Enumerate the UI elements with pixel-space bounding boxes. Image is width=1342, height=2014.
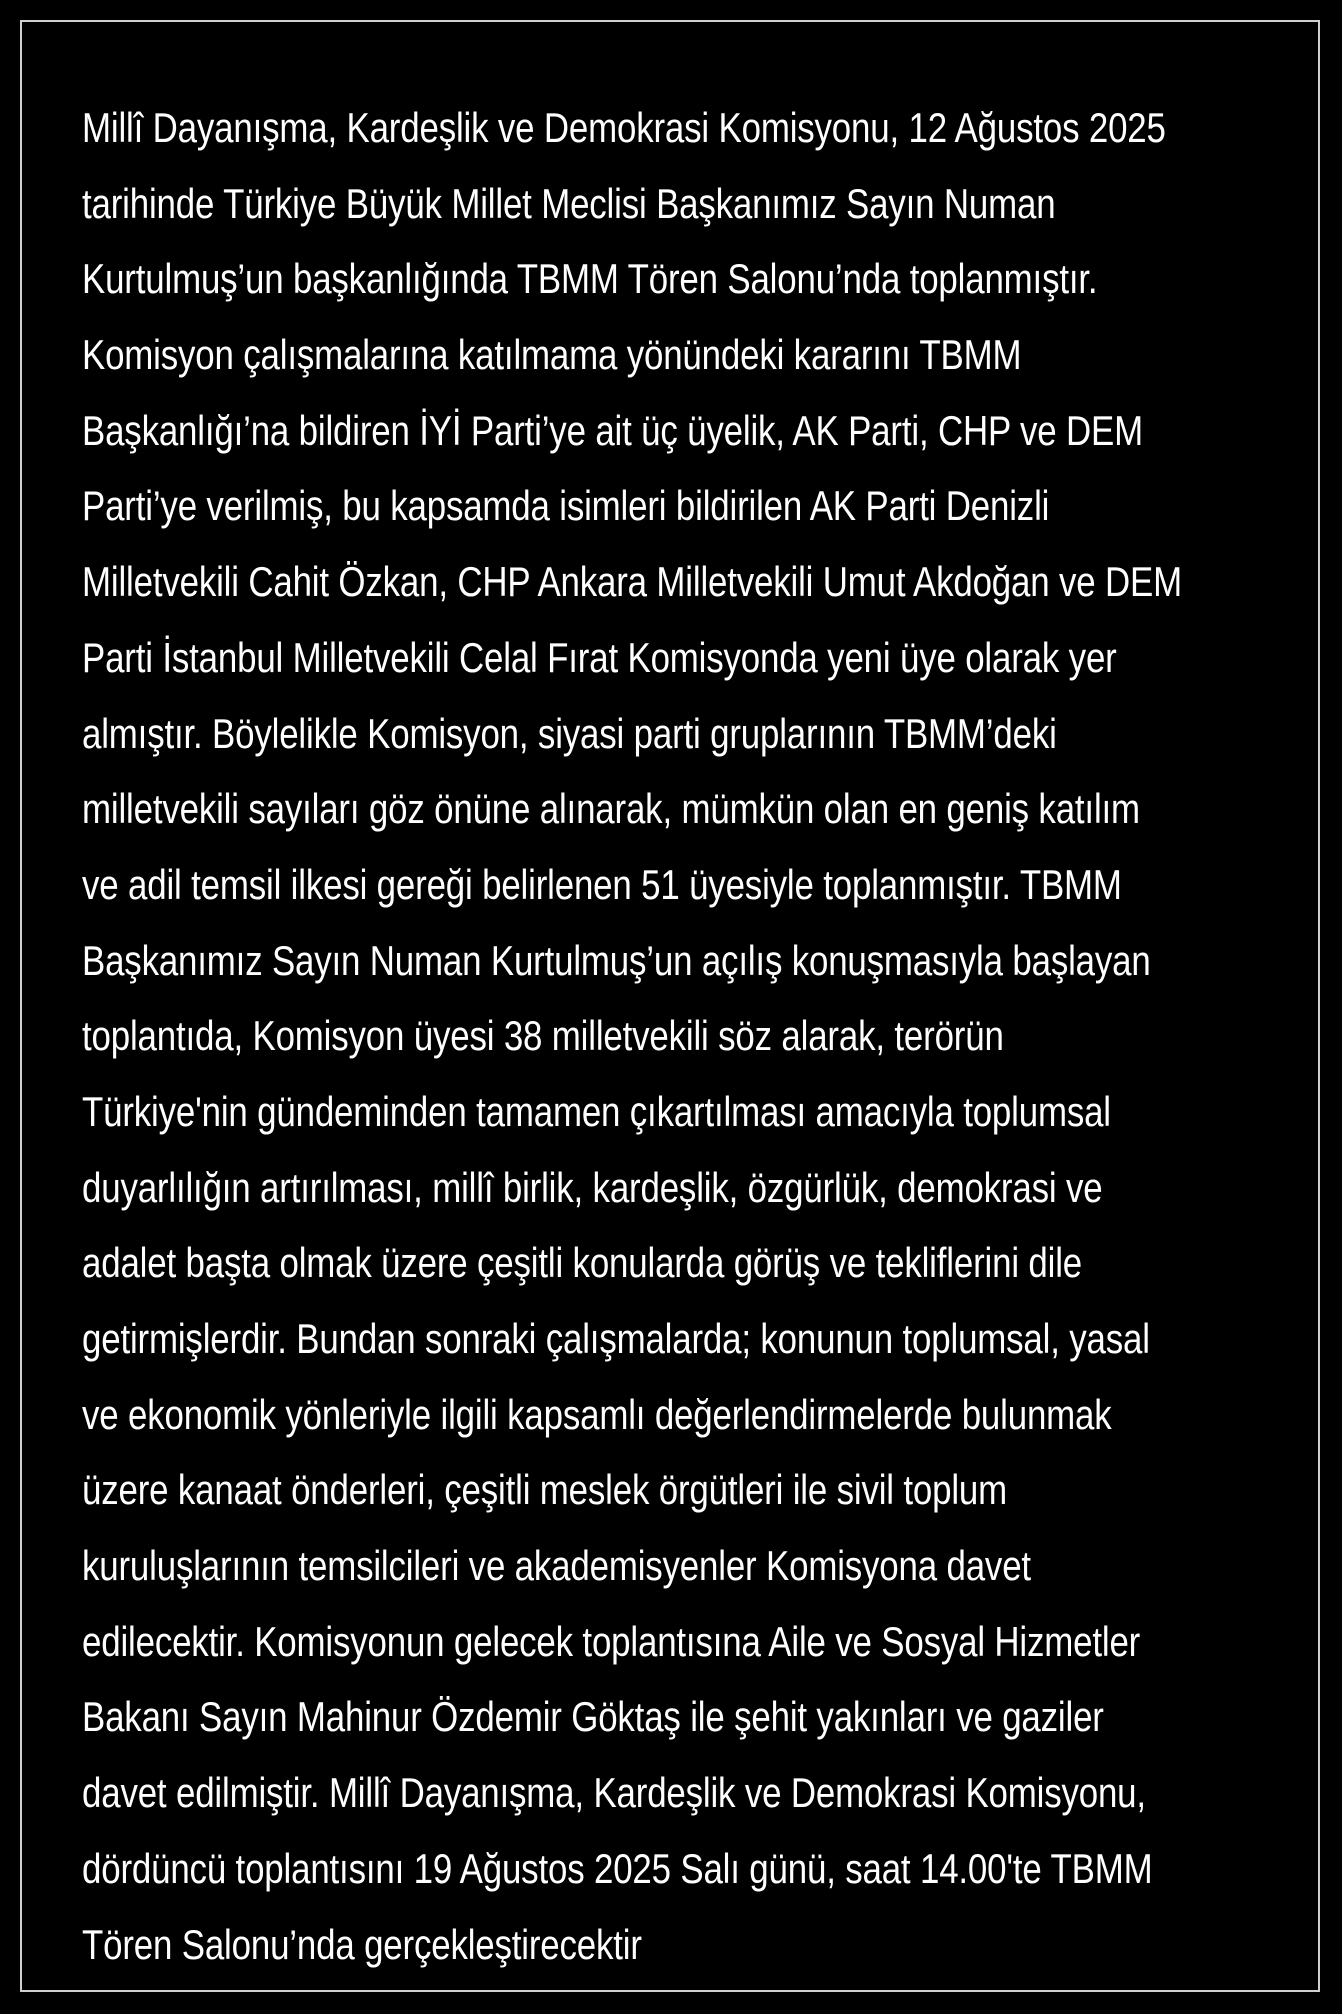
text-line: kuruluşlarının temsilcileri ve akademisyenler Komisyona davet <box>82 1542 1031 1590</box>
text-line: Milletvekili Cahit Özkan, CHP Ankara Milletvekili Umut Akdoğan ve DEM <box>82 558 1182 606</box>
text-line: Komisyon çalışmalarına katılmama yönündeki kararını TBMM <box>82 331 1022 379</box>
statement-text <box>82 90 1322 1982</box>
text-line: Tören Salonu’nda gerçekleştirecektir <box>82 1920 642 1968</box>
text-line: tarihinde Türkiye Büyük Millet Meclisi Başkanımız Sayın Numan <box>82 179 1056 227</box>
text-line: Parti İstanbul Milletvekili Celal Fırat Komisyonda yeni üye olarak yer <box>82 633 1117 681</box>
text-line: ve ekonomik yönleriyle ilgili kapsamlı değerlendirmelerde bulunmak <box>82 1390 1112 1438</box>
text-line: edilecektir. Komisyonun gelecek toplantısına Aile ve Sosyal Hizmetler <box>82 1617 1141 1665</box>
text-line: Başkanlığı’na bildiren İYİ Parti’ye ait üç üyelik, AK Parti, CHP ve DEM <box>82 406 1143 454</box>
text-line: getirmişlerdir. Bundan sonraki çalışmalarda; konunun toplumsal, yasal <box>82 1315 1150 1362</box>
text-line: Parti’ye verilmiş, bu kapsamda isimleri bildirilen AK Parti Denizli <box>82 482 1050 530</box>
text-line: davet edilmiştir. Millî Dayanışma, Kardeşlik ve Demokrasi Komisyonu, <box>82 1769 1146 1817</box>
statement-frame <box>20 20 1320 1992</box>
text-line: almıştır. Böylelikle Komisyon, siyasi parti gruplarının TBMM’deki <box>82 709 1057 757</box>
text-line: dördüncü toplantısını 19 Ağustos 2025 Salı günü, saat 14.00'te TBMM <box>82 1844 1153 1892</box>
text-line: Başkanımız Sayın Numan Kurtulmuş’un açılış konuşmasıyla başlayan <box>82 936 1151 984</box>
text-line: adalet başta olmak üzere çeşitli konularda görüş ve tekliflerini dile <box>82 1239 1083 1287</box>
text-line: milletvekili sayıları göz önüne alınarak, mümkün olan en geniş katılım <box>82 785 1140 833</box>
text-line: toplantıda, Komisyon üyesi 38 milletvekili söz alarak, terörün <box>82 1012 1004 1060</box>
text-line: Kurtulmuş’un başkanlığında TBMM Tören Salonu’nda toplanmıştır. <box>82 255 1098 303</box>
text-line: Millî Dayanışma, Kardeşlik ve Demokrasi Komisyonu, 12 Ağustos 2025 <box>82 104 1166 151</box>
text-line: Bakanı Sayın Mahinur Özdemir Göktaş ile şehit yakınları ve gaziler <box>82 1693 1104 1741</box>
text-line: Türkiye'nin gündeminden tamamen çıkartılması amacıyla toplumsal <box>82 1087 1111 1135</box>
text-line: üzere kanaat önderleri, çeşitli meslek örgütleri ile sivil toplum <box>82 1466 1008 1514</box>
text-line: duyarlılığın artırılması, millî birlik, kardeşlik, özgürlük, demokrasi ve <box>82 1163 1103 1211</box>
text-line: ve adil temsil ilkesi gereği belirlenen 51 üyesiyle toplanmıştır. TBMM <box>82 860 1122 908</box>
